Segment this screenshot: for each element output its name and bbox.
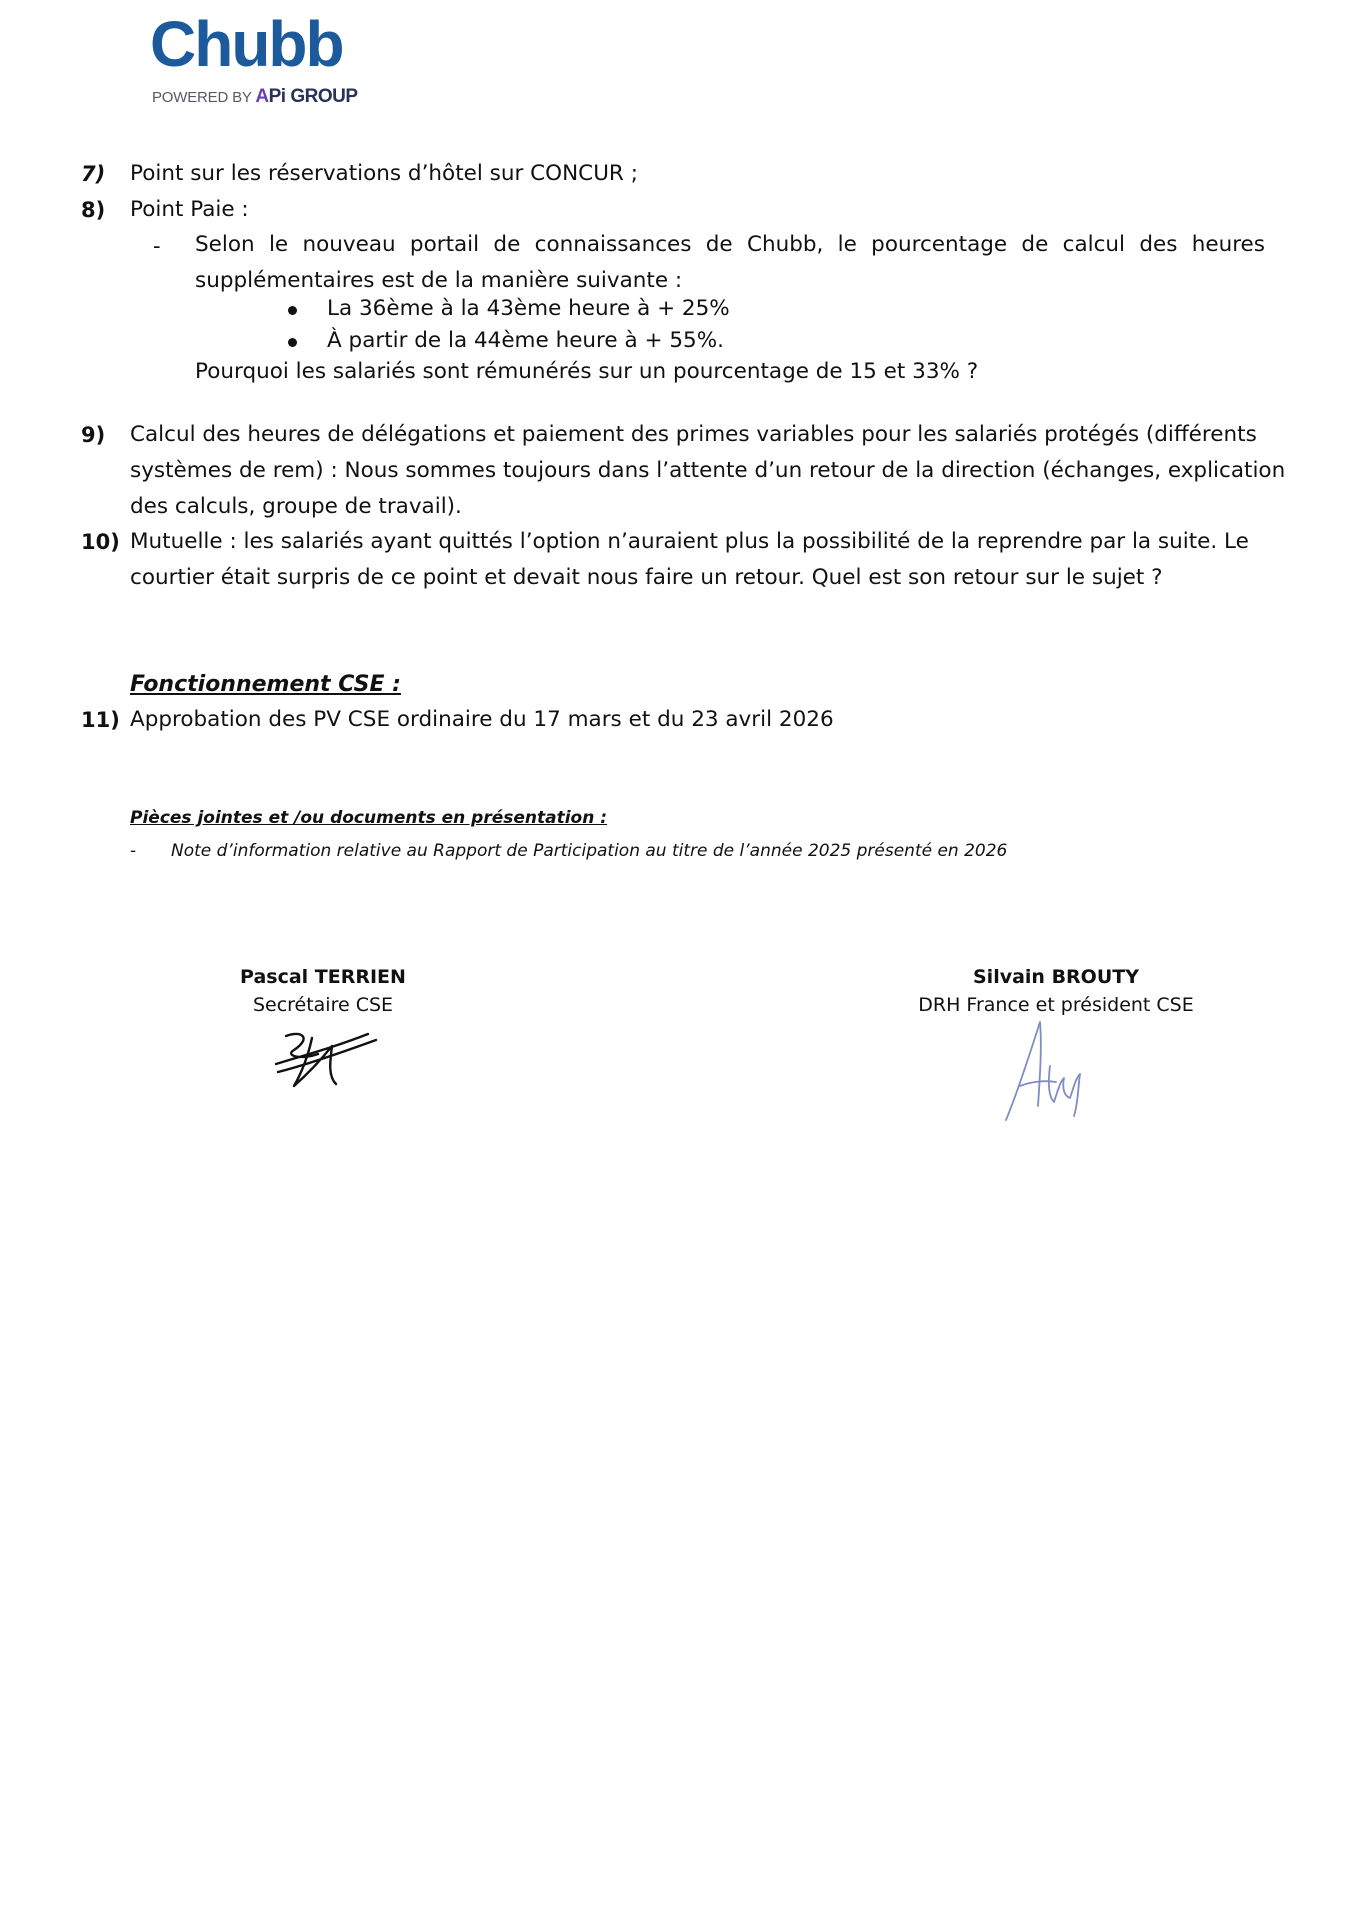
bullet-dot [288, 338, 297, 347]
section-heading: Fonctionnement CSE : [130, 672, 401, 697]
item-9-line-1: Calcul des heures de délégations et paiement des primes variables pour les salariés protégés (différents [130, 422, 1257, 447]
item-10-line-1: Mutuelle : les salariés ayant quittés l’option n’auraient plus la possibilité de la reprendre par la suite. Le [130, 529, 1249, 554]
powered-by-label: POWERED BY [152, 89, 256, 106]
item-11-text: Approbation des PV CSE ordinaire du 17 mars et du 23 avril 2026 [130, 707, 834, 732]
api-group-brand: APi GROUP [255, 86, 358, 107]
item-8-question: Pourquoi les salariés sont rémunérés sur un pourcentage de 15 et 33% ? [195, 359, 979, 384]
logo-powered-by [152, 86, 358, 108]
signatory-left-name: Pascal TERRIEN [240, 966, 406, 988]
item-number-9: 9) [81, 423, 106, 447]
item-9-line-3: des calculs, groupe de travail). [130, 494, 462, 519]
item-9-line-2: systèmes de rem) : Nous sommes toujours dans l’attente d’un retour de la direction (échanges, explication [130, 458, 1286, 483]
item-8-text: Point Paie : [130, 197, 249, 222]
item-10-line-2: courtier était surpris de ce point et devait nous faire un retour. Quel est son retour sur le sujet ? [130, 565, 1163, 590]
attachment-item: Note d’information relative au Rapport de Participation au titre de l’année 2025 présenté en 2026 [171, 841, 1008, 861]
item-8-paragraph: Selon le nouveau portail de connaissances de Chubb, le pourcentage de calcul des heures supplémentaires est de la manière suivante : [195, 232, 1265, 293]
item-number-8: 8) [81, 198, 106, 222]
attachments-heading: Pièces jointes et /ou documents en présentation : [130, 808, 608, 828]
item-number-11: 11) [81, 708, 120, 732]
signatory-right-name: Silvain BROUTY [973, 966, 1139, 988]
signatory-left-role: Secrétaire CSE [252, 994, 394, 1016]
company-logo: Chubb [150, 8, 343, 80]
bullet-dot [288, 306, 297, 315]
list-dash: - [153, 234, 161, 258]
attachment-dash: - [130, 841, 137, 861]
signature-right [1000, 1016, 1096, 1124]
item-8-bullet-1: La 36ème à la 43ème heure à + 25% [327, 296, 730, 321]
item-8-bullet-2: À partir de la 44ème heure à + 55%. [327, 328, 724, 353]
item-number-10: 10) [81, 530, 120, 554]
item-7-text: Point sur les réservations d’hôtel sur CONCUR ; [130, 161, 638, 186]
signatory-right-role: DRH France et président CSE [918, 994, 1194, 1016]
signature-left [272, 1026, 382, 1092]
item-number-7: 7) [81, 162, 106, 186]
